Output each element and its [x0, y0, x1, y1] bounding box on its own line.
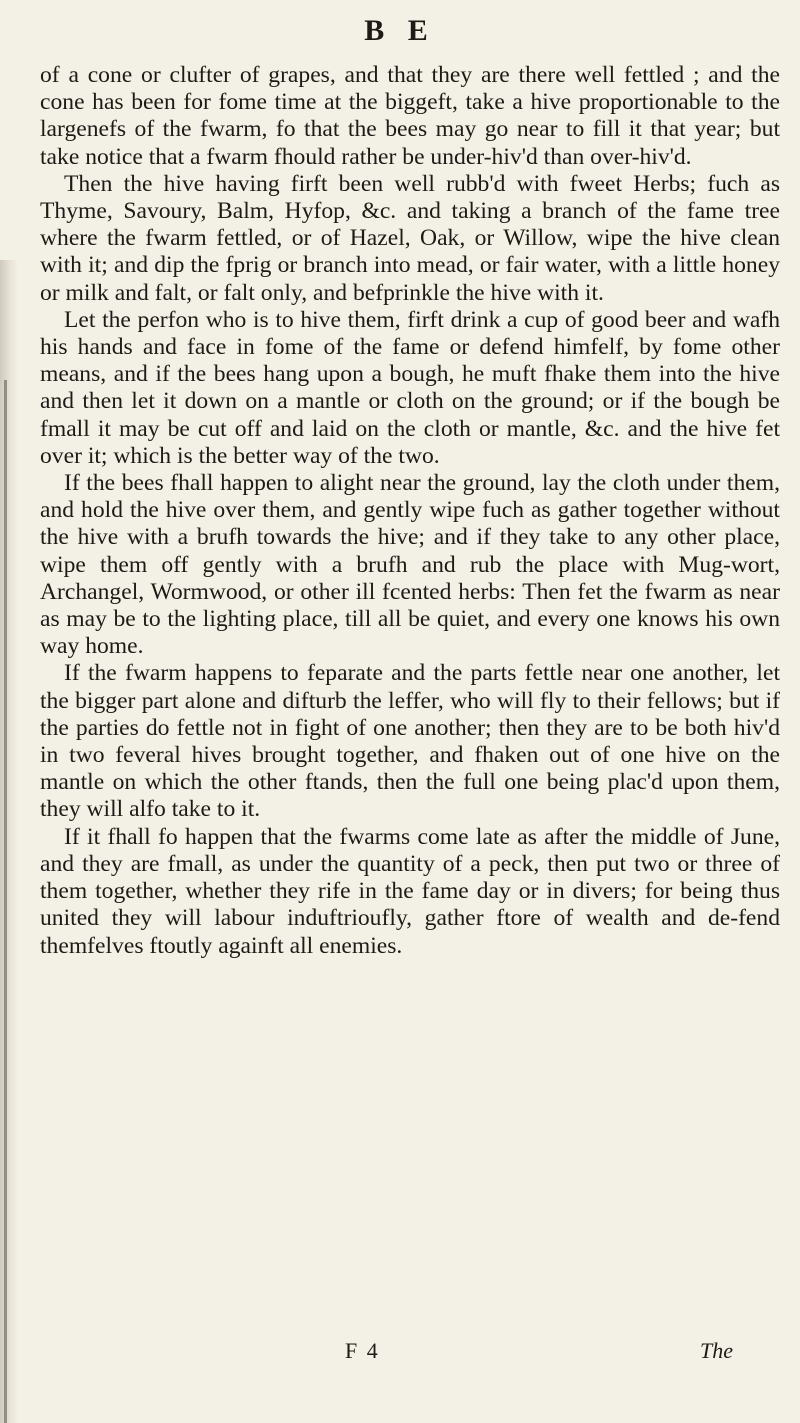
paragraph-2: Then the hive having firft been well rubb'd with fweet Herbs; fuch as Thyme, Savoury, Balm, Hyfop, &c. and taking a branch of the fame tree where the fwarm fettled, or of Hazel, Oak, or Willow, wipe the hive clean with it; and dip the fprig or branch into mead, or fair water, with a little honey or milk and falt, or falt only, and befprinkle the hive with it.: [40, 170, 780, 306]
running-head: B E: [364, 14, 436, 47]
paragraph-6: If it fhall fo happen that the fwarms come late as after the middle of June, and they are fmall, as under the quantity of a peck, then put two or three of them together, whether they rife in the fame day or in divers; for being thus united they will labour induftrioufly, gather ftore of wealth and de-fend themfelves ftoutly againft all enemies.: [40, 823, 780, 959]
paragraph-4: If the bees fhall happen to alight near the ground, lay the cloth under them, and hold the hive over them, and gently wipe fuch as gather together without the hive with a brufh towards the hive; and if they take to any other place, wipe them off gently with a brufh and rub the place with Mug-wort, Archangel, Wormwood, or other ill fcented herbs: Then fet the fwarm as near as may be to the lighting place, till all be quiet, and every one knows his own way home.: [40, 470, 780, 660]
paragraph-1: of a cone or clufter of grapes, and that they are there well fettled ; and the cone has been for fome time at the biggeft, take a hive proportionable to the largenefs of the fwarm, fo that the bees may go near to fill it that year; but take notice that a fwarm fhould rather be under-hiv'd than over-hiv'd.: [40, 62, 780, 170]
signature-mark: F 4: [345, 1338, 380, 1363]
page-footer: [0, 1338, 800, 1378]
binding-edge: [4, 380, 7, 1423]
page-gutter-shadow: [0, 260, 18, 1423]
paragraph-3: Let the perfon who is to hive them, firft drink a cup of good beer and wafh his hands and face in fome of the fame or defend himfelf, by fome other means, and if the bees hang upon a bough, he muft fhake them into the hive and then let it down on a mantle or cloth on the ground; or if the bough be fmall it may be cut off and laid on the cloth or mantle, &c. and the hive fet over it; which is the better way of the two.: [40, 306, 780, 469]
catchword: The: [700, 1338, 733, 1363]
body-text: [40, 62, 780, 960]
paragraph-5: If the fwarm happens to feparate and the parts fettle near one another, let the bigger part alone and difturb the leffer, who will fly to their fellows; but if the parties do fettle not in fight of one another; then they are to be both hiv'd in two feveral hives brought together, and fhaken out of one hive on the mantle on which the other ftands, then the full one being plac'd upon them, they will alfo take to it.: [40, 660, 780, 823]
